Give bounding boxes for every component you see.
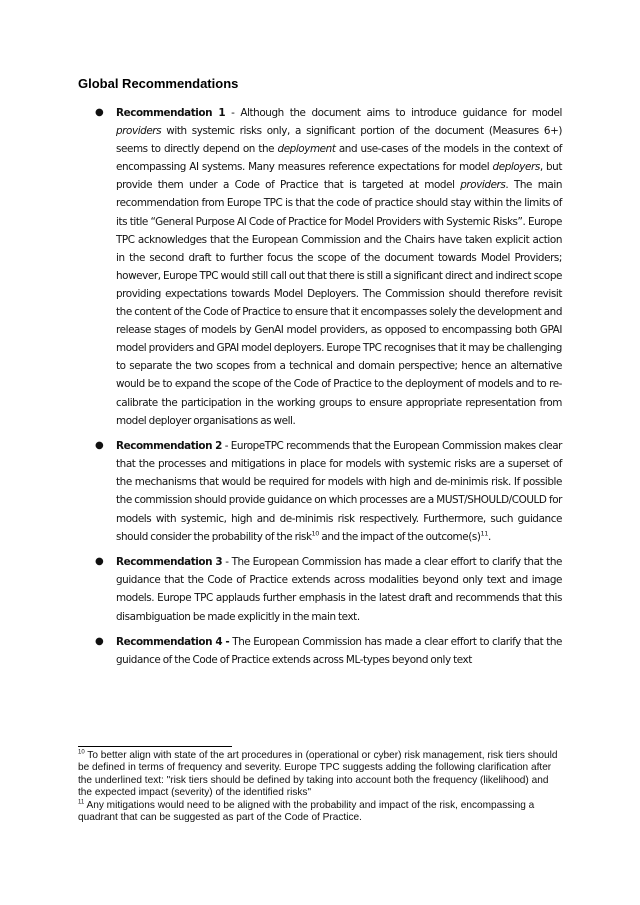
emphasis-text: deployment [277, 143, 336, 156]
recommendation-text [116, 104, 562, 430]
bullet-icon: ● [95, 107, 104, 118]
body-text: and use-cases of the models in the context of encompassing AI systems. Many measures reference expectations for model [116, 143, 563, 174]
recommendation-label: Recommendation 4 - [116, 636, 230, 649]
footnote-ref[interactable]: 10 [311, 529, 319, 538]
body-text: The European Commission has made a clear effort to clarify that the guidance of the Code of Practice extends across ML-types beyond only text [116, 636, 562, 667]
emphasis-text: providers [460, 179, 506, 192]
footnotes [78, 750, 564, 824]
footnote-ref[interactable]: 11 [480, 529, 488, 538]
body-text: with systemic risks only, a significant portion of the document (Measures 6+) seems to directly depend on the [116, 125, 562, 156]
recommendation-label: Recommendation 2 [116, 440, 222, 453]
body-text: and the impact of the outcome(s) [318, 530, 481, 543]
body-text: - EuropeTPC recommends that the European Commission makes clear that the processes and mitigations in place for models with systemic risks are a superset of the mechanisms that would be required for models with high and de-minimis risk. If possible the commission should provide guidance on which processes are a MUST/SHOULD/COULD for models with systemic, high and de-minimis risk respectively. Furthermore, such guidance should consider the probability of the risk [116, 440, 563, 543]
section-heading: Global Recommendations [78, 76, 239, 91]
bullet-icon: ● [95, 440, 104, 452]
body-text: . [487, 530, 491, 543]
recommendation-item [0, 553, 562, 625]
recommendation-text [116, 437, 562, 546]
body-text: - Although the document aims to introduce guidance for model [225, 107, 562, 119]
recommendation-label: Recommendation 3 [116, 556, 223, 569]
recommendation-text [116, 633, 562, 669]
recommendations-list [0, 104, 640, 677]
emphasis-text: deployers [492, 161, 540, 174]
recommendation-label: Recommendation 1 [116, 107, 226, 119]
recommendation-text [116, 553, 562, 625]
footnote-number: 10 [78, 749, 85, 756]
footnote-separator [78, 746, 232, 747]
footnote-11 [78, 800, 564, 825]
recommendation-item [0, 633, 562, 669]
footnote-10 [78, 750, 564, 800]
footnote-text: To better align with state of the art procedures in (operational or cyber) risk management, risk tiers should be defined in terms of frequency and severity. Europe TPC suggests adding the following clarification after the underlined text: "risk tiers should be defined by taking into account both the frequency (likelihood) and the expected impact (severity) of the identified risks" [78, 750, 558, 799]
bullet-icon: ● [95, 636, 104, 648]
body-text: - The European Commission has made a clear effort to clarify that the guidance that the Code of Practice extends across modalities beyond only text and image models. Europe TPC applauds further emphasis in the latest draft and recommends that this disambiguation be made explicitly in the main text. [116, 556, 562, 623]
footnote-text: Any mitigations would need to be aligned with the probability and impact of the risk, encompassing a quadrant that can be suggested as part of the Code of Practice. [78, 799, 535, 824]
footnote-number: 11 [78, 799, 85, 806]
recommendation-item [0, 104, 562, 430]
body-text: , but provide them under a Code of Practice that is targeted at model [116, 161, 563, 192]
bullet-icon: ● [95, 556, 104, 568]
emphasis-text: providers [116, 125, 162, 138]
recommendation-item [0, 437, 562, 546]
body-text: . The main recommendation from Europe TPC is that the code of practice should stay within the limits of its title “General Purpose AI Code of Practice for Model Providers with Systemic Risks”. Europe TPC acknowledges that the European Commission and the Chairs have taken explicit action in the second draft to further focus the scope of the document towards Model Providers; however, Europe TPC would still call out that there is still a significant direct and indirect scope providing expectations towards Model Deployers. The Commission should therefore revisit the content of the Code of Practice to ensure that it encompasses solely the development and release stages of models by GenAI model providers, as opposed to encompassing both GPAI model providers and GPAI model deployers. Europe TPC recognises that it may be challenging to separate the two scopes from a technical and domain perspective; hence an alternative would be to expand the scope of the Code of Practice to the deployment of models and to re-calibrate the participation in the working groups to ensure appropriate representation from model deployer organisations as well. [116, 179, 562, 427]
